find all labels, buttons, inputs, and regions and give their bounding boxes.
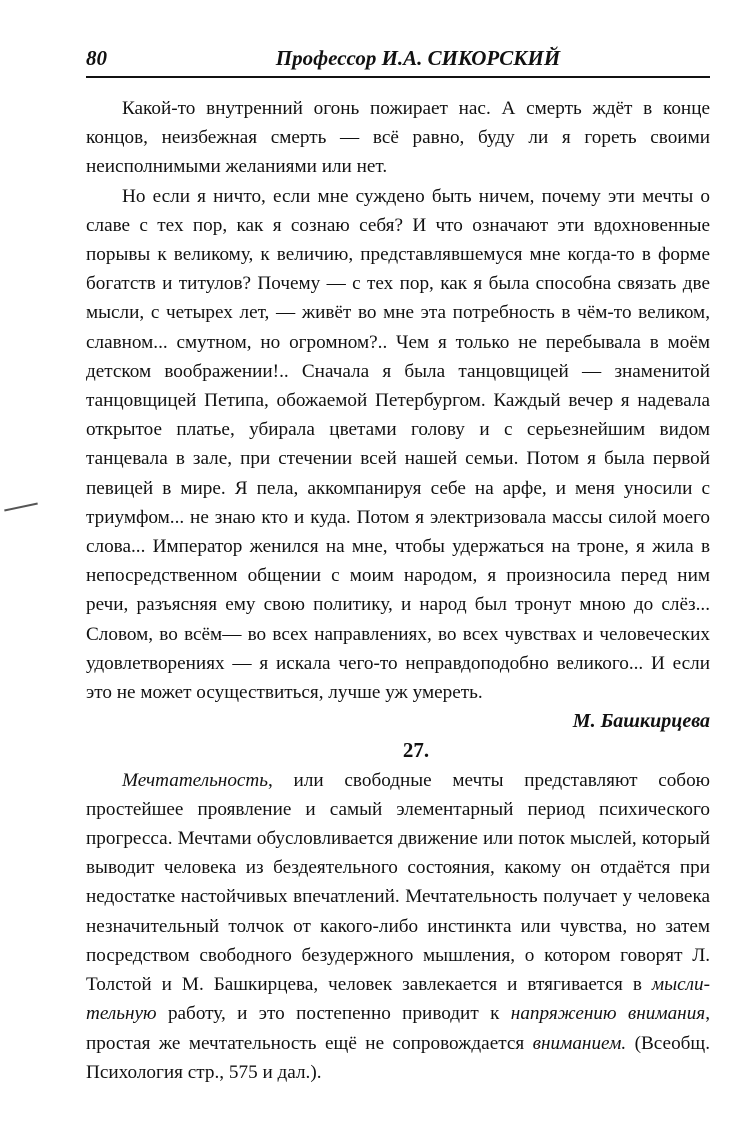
page-body <box>86 94 710 1087</box>
section-text-3: , простая же мечтательность ещё не сопровождается <box>86 1003 711 1054</box>
running-title: Профессор И.А. СИКОРСКИЙ <box>275 46 561 70</box>
section-text-2: работу, и это постепенно приводит к <box>156 1003 511 1025</box>
section-emphasis-1: мыслительную <box>86 974 710 1025</box>
margin-pencil-mark <box>4 502 38 511</box>
section-text-1: , или свободные мечты представляют собою простейшее проявление и самый элементарный период психического прогресса. Мечтами обусловливается движение или поток мыслей, который выводит человека из бездеятельного состояния, какому он отдаётся при недостатке настойчивых впечатлений. Мечтательность получает у человека незначительный толчок от какого-либо инстинкта или чувства, но затем посредством свободного безудержного мышления, о котором говорят Л. Толстой и М. Башкирцева, человек завлекается и втягивается в <box>86 769 710 996</box>
page-header <box>86 42 710 78</box>
section-paragraph <box>86 766 710 1087</box>
section-emphasis-3: вниманием. <box>532 1032 627 1054</box>
quote-paragraph-2: Но если я ничто, если мне суждено быть ничем, почему эти мечты о славе с тех пор, как я сознаю себя? И что означают эти вдохновенные порывы к великому, к величию, представлявшемуся мне когда-то в форме богатств и титулов? Почему — с тех пор, как я была способна связать две мысли, с четырех лет, — живёт во мне эта потребность в чём-то великом, славном... смутном, но огромном?.. Чем я только не перебывала в моём детском воображении!.. Сначала я была танцовщицей — знаменитой танцовщицей Петипа, обожаемой Петербургом. Каждый вечер я надевала открытое платье, убирала цветами голову и с серьезнейшим видом танцевала в зале, при стечении всей нашей семьи. Потом я была первой певицей в мире. Я пела, аккомпанируя себе на арфе, и меня уносили с триумфом... не знаю кто и куда. Потом я электризовала массы силой моего слова... Император женился на мне, чтобы удержаться на троне, я жила в непосредственном общении с моим народом, я произносила перед ним речи, разъясняя ему свою политику, и народ был тронут мною до слёз... Словом, во всём— во всех направлениях, во всех чувствах и человеческих удовлетворениях — я искала чего-то неправдоподобно великого... И если это не может осуществиться, лучше уж умереть. <box>86 185 710 704</box>
page-number: 80 <box>86 46 107 70</box>
quote-signature: М. Башкирцева <box>572 710 710 733</box>
section-term: Мечтательность <box>122 769 269 791</box>
section-number: 27. <box>402 738 430 763</box>
section-emphasis-2: напряжению внимания <box>510 1003 706 1025</box>
section-text-4: (Всеобщ. Психология стр., 575 и дал.). <box>86 1032 710 1083</box>
quote-paragraph-1: Какой-то внутренний огонь пожирает нас. А смерть ждёт в конце концов, неизбежная смерть — всё равно, буду ли я гореть своими неисполнимыми желаниями или нет. <box>86 98 710 178</box>
